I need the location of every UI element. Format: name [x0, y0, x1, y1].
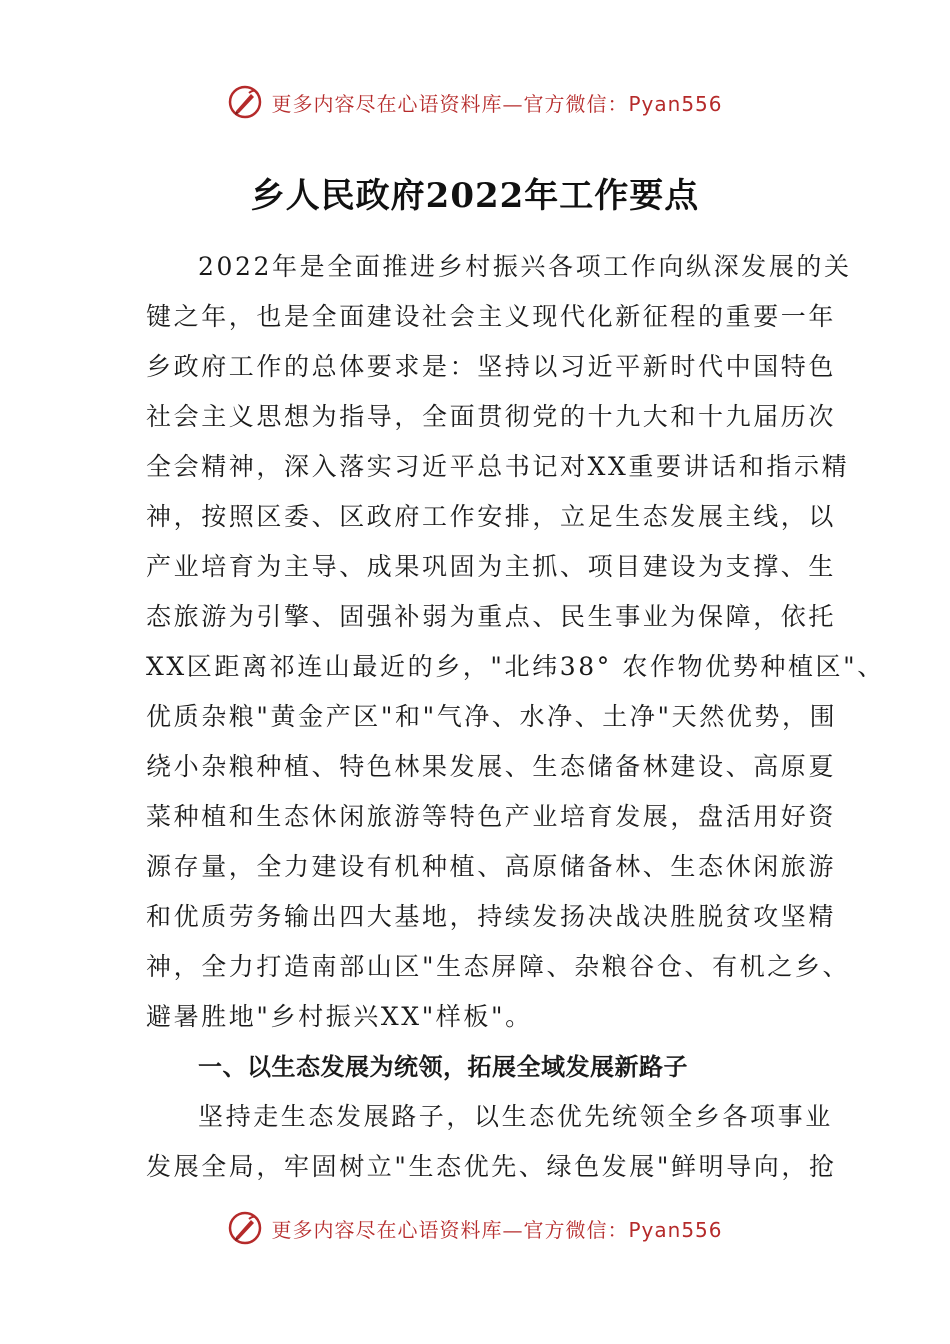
watermark-banner-bottom	[0, 1208, 950, 1248]
paragraph1-line: 和优质劳务输出四大基地，持续发扬决战决胜脱贫攻坚精	[146, 902, 837, 931]
pen-logo-icon	[227, 1210, 263, 1246]
paragraph1-line: 避暑胜地"乡村振兴XX"样板"。	[146, 1002, 533, 1031]
watermark-text: 更多内容尽在心语资料库—官方微信：	[271, 91, 629, 116]
paragraph2-line: 发展全局，牢固树立"生态优先、绿色发展"鲜明导向，抢	[146, 1152, 837, 1181]
watermark-banner-top	[0, 82, 950, 122]
document-title: 乡人民政府2022年工作要点	[250, 176, 700, 216]
paragraph1-line: 产业培育为主导、成果巩固为主抓、项目建设为支撑、生	[146, 552, 837, 581]
paragraph1-line: 2022年是全面推进乡村振兴各项工作向纵深发展的关	[198, 252, 852, 281]
paragraph1-line: 键之年，也是全面建设社会主义现代化新征程的重要一年	[146, 302, 837, 331]
section1-heading: 一、以生态发展为统领，拓展全域发展新路子	[198, 1053, 688, 1081]
paragraph1-line: 优质杂粮"黄金产区"和"气净、水净、土净"天然优势，围	[146, 702, 838, 731]
paragraph1-line: 源存量，全力建设有机种植、高原储备林、生态休闲旅游	[146, 852, 837, 881]
paragraph1-line: 社会主义思想为指导，全面贯彻党的十九大和十九届历次	[146, 402, 837, 431]
paragraph2-line: 坚持走生态发展路子，以生态优先统领全乡各项事业	[198, 1102, 833, 1131]
paragraph1-line: XX区距离祁连山最近的乡，"北纬38° 农作物优势种植区"、	[146, 652, 885, 681]
watermark-code: Pyan556	[628, 1217, 723, 1242]
paragraph1-line: 态旅游为引擎、固强补弱为重点、民生事业为保障，依托	[146, 602, 837, 631]
paragraph1-line: 全会精神，深入落实习近平总书记对XX重要讲话和指示精	[146, 452, 850, 481]
pen-logo-icon	[227, 84, 263, 120]
document-body	[146, 242, 885, 1192]
paragraph1-line: 神，全力打造南部山区"生态屏障、杂粮谷仓、有机之乡、	[146, 952, 851, 981]
watermark-text: 更多内容尽在心语资料库—官方微信：	[271, 1217, 629, 1242]
paragraph1-line: 绕小杂粮种植、特色林果发展、生态储备林建设、高原夏	[146, 752, 837, 781]
watermark-code: Pyan556	[628, 91, 723, 116]
paragraph1-line: 菜种植和生态休闲旅游等特色产业培育发展，盘活用好资	[146, 802, 837, 831]
paragraph1-line: 乡政府工作的总体要求是：坚持以习近平新时代中国特色	[146, 352, 837, 381]
paragraph1-line: 神，按照区委、区政府工作安排，立足生态发展主线，以	[146, 502, 837, 531]
